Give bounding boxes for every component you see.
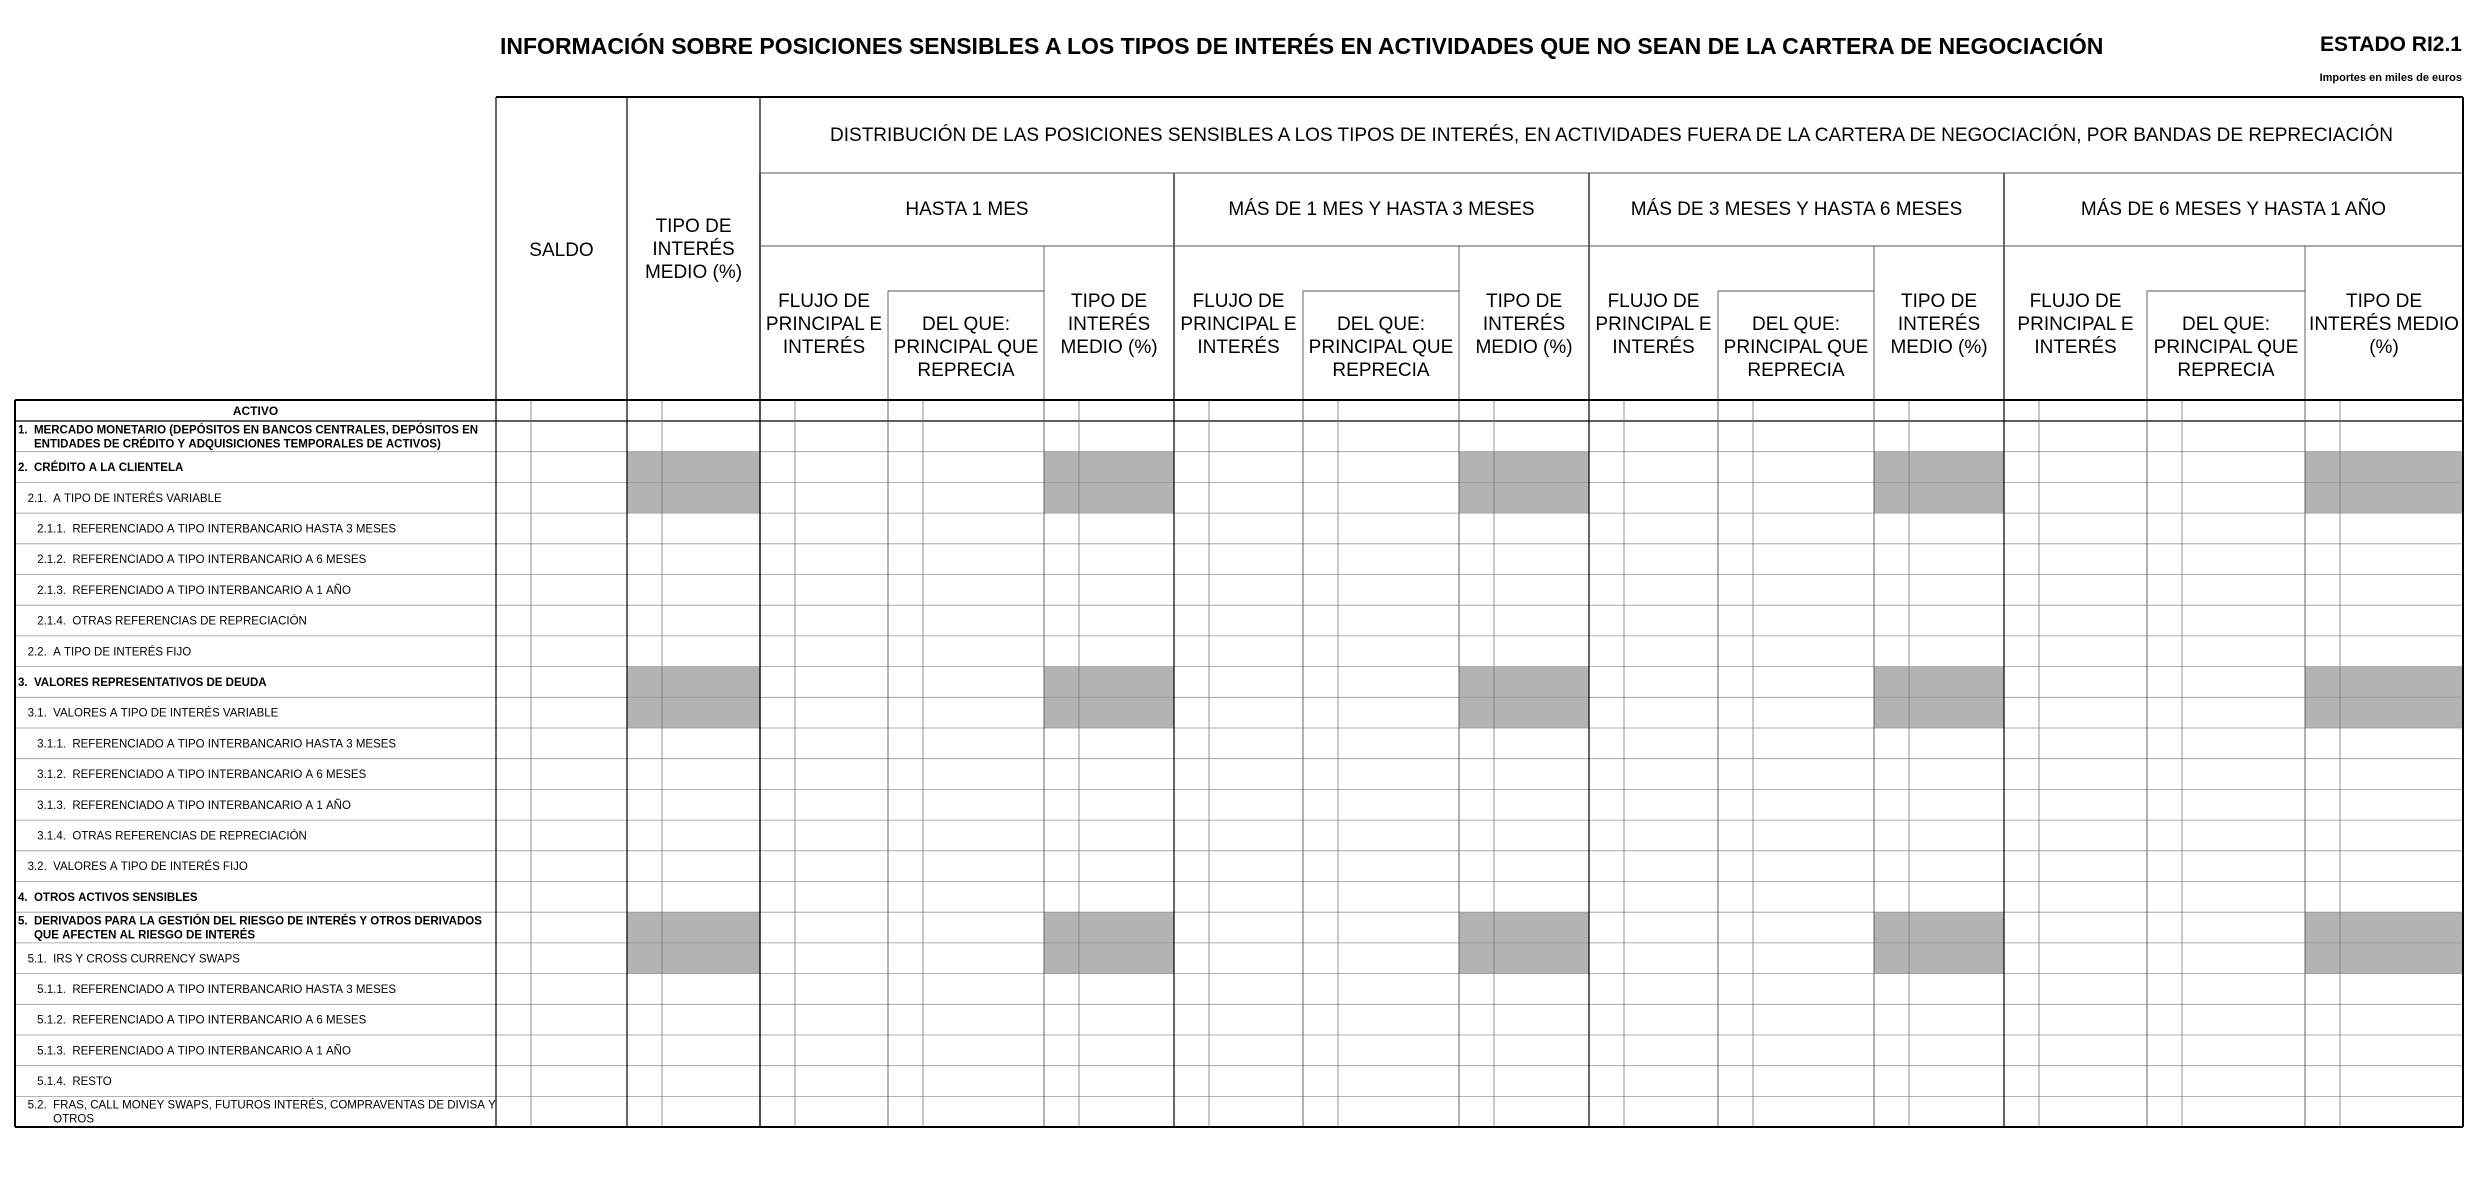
shaded-cell: [2305, 452, 2463, 483]
row-label: 3.1.1. REFERENCIADO A TIPO INTERBANCARIO HASTA 3 MESES: [18, 738, 397, 751]
flujo-header: FLUJO DE PRINCIPAL E INTERÉS: [765, 291, 883, 358]
flujo-header: FLUJO DE PRINCIPAL E INTERÉS: [2017, 291, 2134, 358]
shaded-cell: [627, 482, 760, 513]
shaded-cell: [2305, 482, 2463, 513]
band-header: MÁS DE 3 MESES Y HASTA 6 MESES: [1630, 199, 1963, 220]
shaded-cell: [1044, 482, 1174, 513]
row-label: 5.1.4. RESTO: [18, 1076, 112, 1089]
shaded-cell: [627, 943, 760, 974]
row-label: 3.1.2. REFERENCIADO A TIPO INTERBANCARIO A 6 MESES: [18, 769, 367, 782]
delque-header: DEL QUE: PRINCIPAL QUE REPRECIA: [2153, 314, 2299, 381]
tipo-header: TIPO DE INTERÉS MEDIO (%): [1060, 291, 1158, 358]
shaded-cell: [1874, 697, 2004, 728]
units-note: Importes en miles de euros: [2319, 72, 2462, 84]
row-label: 2.1.2. REFERENCIADO A TIPO INTERBANCARIO A 6 MESES: [18, 554, 367, 567]
delque-header: DEL QUE: PRINCIPAL QUE REPRECIA: [1308, 314, 1454, 381]
delque-header: DEL QUE: PRINCIPAL QUE REPRECIA: [893, 314, 1039, 381]
flujo-header: FLUJO DE PRINCIPAL E INTERÉS: [1595, 291, 1712, 358]
distribucion-header: DISTRIBUCIÓN DE LAS POSICIONES SENSIBLES A LOS TIPOS DE INTERÉS, EN ACTIVIDADES FUERA DE LA CARTERA DE NEGOCIACIÓN, POR BANDAS DE REPRECIACIÓN: [830, 125, 2393, 146]
row-label: 3.1.3. REFERENCIADO A TIPO INTERBANCARIO A 1 AÑO: [18, 799, 351, 812]
flujo-header: FLUJO DE PRINCIPAL E INTERÉS: [1180, 291, 1297, 358]
shaded-cell: [1874, 912, 2004, 943]
page-title: INFORMACIÓN SOBRE POSICIONES SENSIBLES A LOS TIPOS DE INTERÉS EN ACTIVIDADES QUE NO SEAN DE LA CARTERA DE NEGOCIACIÓN: [500, 33, 2104, 59]
row-label: 5.2. FRAS, CALL MONEY SWAPS, FUTUROS INTERÉS, COMPRAVENTAS DE DIVISA Y OTROS: [18, 1099, 496, 1126]
shaded-cell: [1044, 912, 1174, 943]
shaded-cell: [1459, 667, 1589, 698]
row-label: 2.1.4. OTRAS REFERENCIAS DE REPRECIACIÓN: [18, 615, 307, 628]
shaded-cell: [1044, 697, 1174, 728]
shaded-cell: [627, 697, 760, 728]
shaded-cell: [2305, 697, 2463, 728]
form-code: ESTADO RI2.1: [2320, 33, 2462, 56]
row-label: 2.1.3. REFERENCIADO A TIPO INTERBANCARIO A 1 AÑO: [18, 584, 351, 597]
shaded-cell: [1874, 482, 2004, 513]
shaded-cell: [2305, 943, 2463, 974]
row-label: 1. MERCADO MONETARIO (DEPÓSITOS EN BANCOS CENTRALES, DEPÓSITOS EN ENTIDADES DE CRÉDITO Y ADQUISICIONES TEMPORALES DE ACTIVOS): [18, 424, 479, 451]
tipo-header: TIPO DE INTERÉS MEDIO (%): [2309, 291, 2459, 358]
saldo-header: SALDO: [529, 240, 594, 261]
shaded-cell: [1459, 912, 1589, 943]
row-label: 5. DERIVADOS PARA LA GESTIÓN DEL RIESGO DE INTERÉS Y OTROS DERIVADOS QUE AFECTEN AL RIESGO DE INTERÉS: [18, 915, 482, 942]
row-label: 2. CRÉDITO A LA CLIENTELA: [18, 462, 184, 475]
shaded-cell: [2305, 667, 2463, 698]
row-label: 5.1.1. REFERENCIADO A TIPO INTERBANCARIO HASTA 3 MESES: [18, 983, 397, 996]
shaded-cell: [2305, 912, 2463, 943]
row-label: 3.2. VALORES A TIPO DE INTERÉS FIJO: [18, 861, 248, 874]
row-label: 2.1. A TIPO DE INTERÉS VARIABLE: [18, 492, 222, 505]
row-label: 3. VALORES REPRESENTATIVOS DE DEUDA: [18, 676, 267, 689]
shaded-cell: [627, 667, 760, 698]
band-header: HASTA 1 MES: [905, 199, 1029, 220]
shaded-cell: [1874, 667, 2004, 698]
tipo-header: TIPO DE INTERÉS MEDIO (%): [1475, 291, 1573, 358]
row-label: 5.1.3. REFERENCIADO A TIPO INTERBANCARIO A 1 AÑO: [18, 1045, 351, 1058]
shaded-cell: [1044, 667, 1174, 698]
activo-label: ACTIVO: [232, 404, 279, 418]
row-label: 2.1.1. REFERENCIADO A TIPO INTERBANCARIO HASTA 3 MESES: [18, 523, 397, 536]
row-label: 3.1.4. OTRAS REFERENCIAS DE REPRECIACIÓN: [18, 830, 307, 843]
tipo-header: TIPO DE INTERÉS MEDIO (%): [1890, 291, 1988, 358]
tipo-medio-header: TIPO DE INTERÉS MEDIO (%): [644, 216, 743, 283]
row-label: 5.1.2. REFERENCIADO A TIPO INTERBANCARIO A 6 MESES: [18, 1014, 367, 1027]
shaded-cell: [1459, 943, 1589, 974]
row-label: 4. OTROS ACTIVOS SENSIBLES: [18, 891, 198, 904]
shaded-cell: [1459, 452, 1589, 483]
row-label: 3.1. VALORES A TIPO DE INTERÉS VARIABLE: [18, 707, 279, 720]
delque-header: DEL QUE: PRINCIPAL QUE REPRECIA: [1723, 314, 1869, 381]
shaded-cell: [1044, 943, 1174, 974]
shaded-cell: [1459, 482, 1589, 513]
band-header: MÁS DE 6 MESES Y HASTA 1 AÑO: [2080, 199, 2387, 220]
shaded-cell: [1874, 452, 2004, 483]
shaded-cell: [627, 452, 760, 483]
row-label: 2.2. A TIPO DE INTERÉS FIJO: [18, 646, 192, 659]
shaded-cell: [1459, 697, 1589, 728]
shaded-cell: [1044, 452, 1174, 483]
shaded-cell: [1874, 943, 2004, 974]
shaded-cell: [627, 912, 760, 943]
row-label: 5.1. IRS Y CROSS CURRENCY SWAPS: [18, 953, 240, 966]
band-header: MÁS DE 1 MES Y HASTA 3 MESES: [1228, 199, 1535, 220]
